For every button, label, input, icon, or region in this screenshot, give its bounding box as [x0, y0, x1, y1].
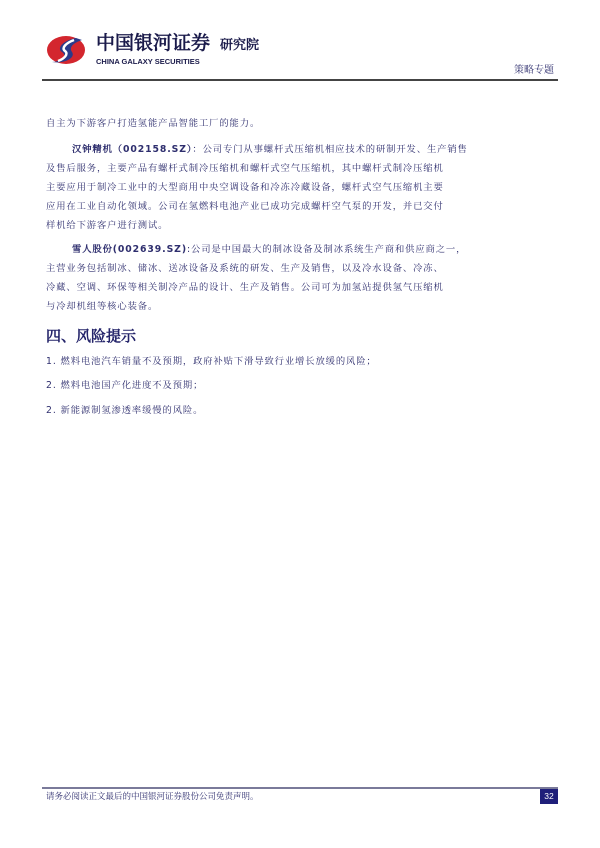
company-name: 汉钟精机（002158.SZ）: [72, 144, 193, 155]
risk-item: 1. 燃料电池汽车销量不及预期，政府补贴下滑导致行业增长放缓的风险；: [46, 356, 377, 367]
paragraph-line: 应用在工业自动化领域。公司在氢燃料电池产业已成功完成螺杆空气泵的开发，并已交付: [46, 201, 444, 212]
company-name: 雪人股份(002639.SZ): [72, 244, 187, 255]
paragraph-line: ：公司专门从事螺杆式压缩机相应技术的研制开发、生产销售: [192, 144, 468, 155]
page-number: 32: [540, 789, 558, 804]
brand-name-en: CHINA GALAXY SECURITIES: [96, 57, 200, 66]
paragraph-line: 冷藏、空调、环保等相关制冷产品的设计、生产及销售。公司可为加氢站提供氢气压缩机: [46, 282, 444, 293]
risk-item: 2. 新能源制氢渗透率缓慢的风险。: [46, 405, 204, 416]
intro-line: 自主为下游客户打造氢能产品智能工厂的能力。: [46, 118, 261, 129]
paragraph-line: 与冷却机组等核心装备。: [46, 301, 159, 312]
risk-item: 2. 燃料电池国产化进度不及预期；: [46, 380, 204, 391]
brand-name-block: [96, 32, 210, 66]
section-heading: 四、风险提示: [46, 327, 137, 345]
paragraph-line: 及售后服务，主要产品有螺杆式制冷压缩机和螺杆式空气压缩机，其中螺杆式制冷压缩机: [46, 163, 444, 174]
paragraph-line: 主营业务包括制冰、储冰、送冰设备及系统的研发、生产及销售，以及冷水设备、冷冻、: [46, 263, 444, 274]
paragraph-line: 主要应用于制冷工业中的大型商用中央空调设备和冷冻冷藏设备，螺杆式空气压缩机主要: [46, 182, 444, 193]
footer-divider: [42, 787, 558, 789]
china-galaxy-logo: [46, 34, 88, 66]
disclaimer: 请务必阅读正文最后的中国银河证券股份公司免责声明。: [46, 792, 259, 802]
document-type: 策略专题: [514, 65, 554, 76]
brand-header: [96, 32, 259, 66]
paragraph-line: 样机给下游客户进行测试。: [46, 220, 169, 231]
header-divider: [42, 79, 558, 81]
paragraph-line: :公司是中国最大的制冰设备及制冰系统生产商和供应商之一，: [186, 244, 467, 255]
institute-label: 研究院: [220, 38, 260, 53]
brand-name-cn: 中国银河证券: [96, 32, 211, 54]
